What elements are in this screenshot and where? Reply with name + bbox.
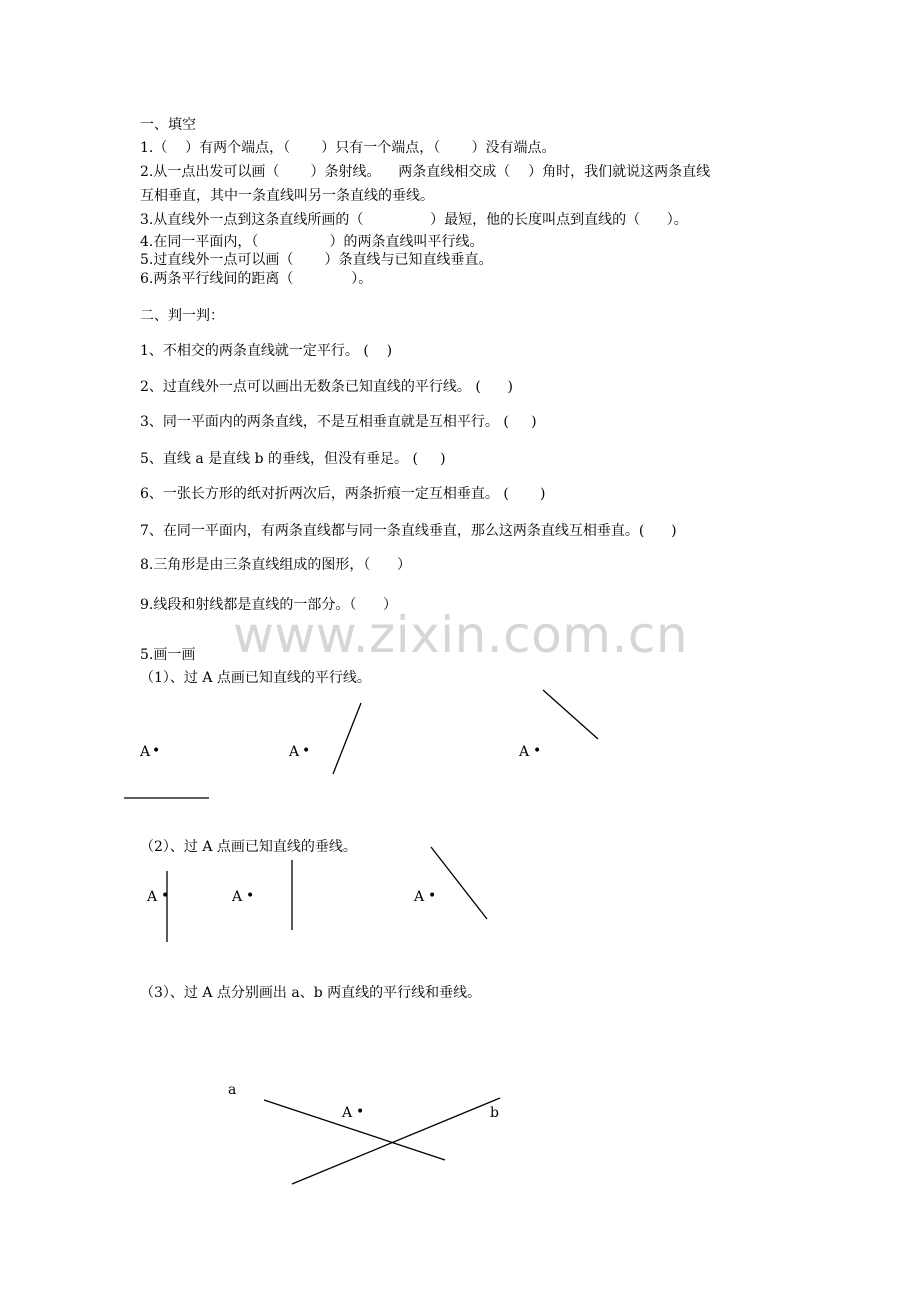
- judge-item: 6、一张长方形的纸对折两次后，两条折痕一定互相垂直。 ( ): [140, 486, 546, 502]
- point-a-dot: •: [246, 888, 255, 904]
- line-a: [264, 1100, 445, 1160]
- fill-question-2-line-1: 2.从一点出发可以画（ ）条射线。 两条直线相交成（ ）角时，我们就说这两条直线: [140, 164, 711, 180]
- line-b: [292, 1098, 500, 1184]
- point-a-dot: •: [533, 743, 542, 759]
- fill-question-5: 5.过直线外一点可以画（ ）条直线与已知直线垂直。: [140, 252, 493, 268]
- point-a-label: A: [232, 889, 243, 905]
- point-a-label: A: [414, 889, 425, 905]
- line-a-label: a: [228, 1082, 237, 1098]
- draw-part-2-instruction: （2）、过 A 点画已知直线的垂线。: [140, 839, 357, 855]
- draw-part-1-instruction: （1）、过 A 点画已知直线的平行线。: [140, 670, 371, 686]
- point-a-dot: •: [152, 743, 161, 759]
- given-line-slanted: [333, 703, 361, 774]
- judge-item: 8.三角形是由三条直线组成的图形，（ ）: [140, 557, 412, 573]
- point-a-label: A: [342, 1105, 353, 1121]
- fill-question-1: 1.（ ）有两个端点，（ ）只有一个端点，（ ）没有端点。: [140, 140, 556, 156]
- judge-item: 5、直线 a 是直线 b 的垂线，但没有垂足。 ( ): [140, 451, 446, 467]
- given-line-slanted: [431, 847, 487, 919]
- point-a-label: A: [289, 744, 300, 760]
- judge-item: 7、在同一平面内，有两条直线都与同一条直线垂直，那么这两条直线互相垂直。( ): [140, 523, 677, 539]
- point-a-dot: •: [302, 743, 311, 759]
- given-line-slanted: [543, 690, 598, 739]
- judge-item: 3、同一平面内的两条直线，不是互相垂直就是互相平行。 ( ): [140, 414, 537, 430]
- point-a-label: A: [519, 744, 530, 760]
- fill-question-2-line-2: 互相垂直，其中一条直线叫另一条直线的垂线。: [140, 188, 434, 204]
- point-a-dot: •: [428, 888, 437, 904]
- point-a-dot: •: [356, 1104, 365, 1120]
- point-a-dot: •: [161, 888, 170, 904]
- section-draw-heading: 5.画一画: [140, 647, 196, 663]
- fill-question-6: 6.两条平行线间的距离（ ）。: [140, 271, 373, 287]
- judge-item: 9.线段和射线都是直线的一部分。（ ）: [140, 597, 398, 613]
- site-watermark: www.zixin.com.cn: [233, 606, 689, 664]
- point-a-label: A: [147, 889, 158, 905]
- draw-part-3-instruction: （3）、过 A 点分别画出 a、b 两直线的平行线和垂线。: [140, 985, 482, 1001]
- section-fill-blank-heading: 一、填空: [140, 117, 196, 133]
- fill-question-3: 3.从直线外一点到这条直线所画的（ ）最短，他的长度叫点到直线的（ ）。: [140, 212, 688, 228]
- section-judge-heading: 二、判一判：: [140, 308, 224, 324]
- judge-item: 1、不相交的两条直线就一定平行。 ( ): [140, 343, 393, 359]
- point-a-label: A: [140, 744, 151, 760]
- judge-item: 2、过直线外一点可以画出无数条已知直线的平行线。 ( ): [140, 379, 513, 395]
- fill-question-4: 4.在同一平面内，（ ）的两条直线叫平行线。: [140, 234, 484, 250]
- line-b-label: b: [490, 1105, 499, 1121]
